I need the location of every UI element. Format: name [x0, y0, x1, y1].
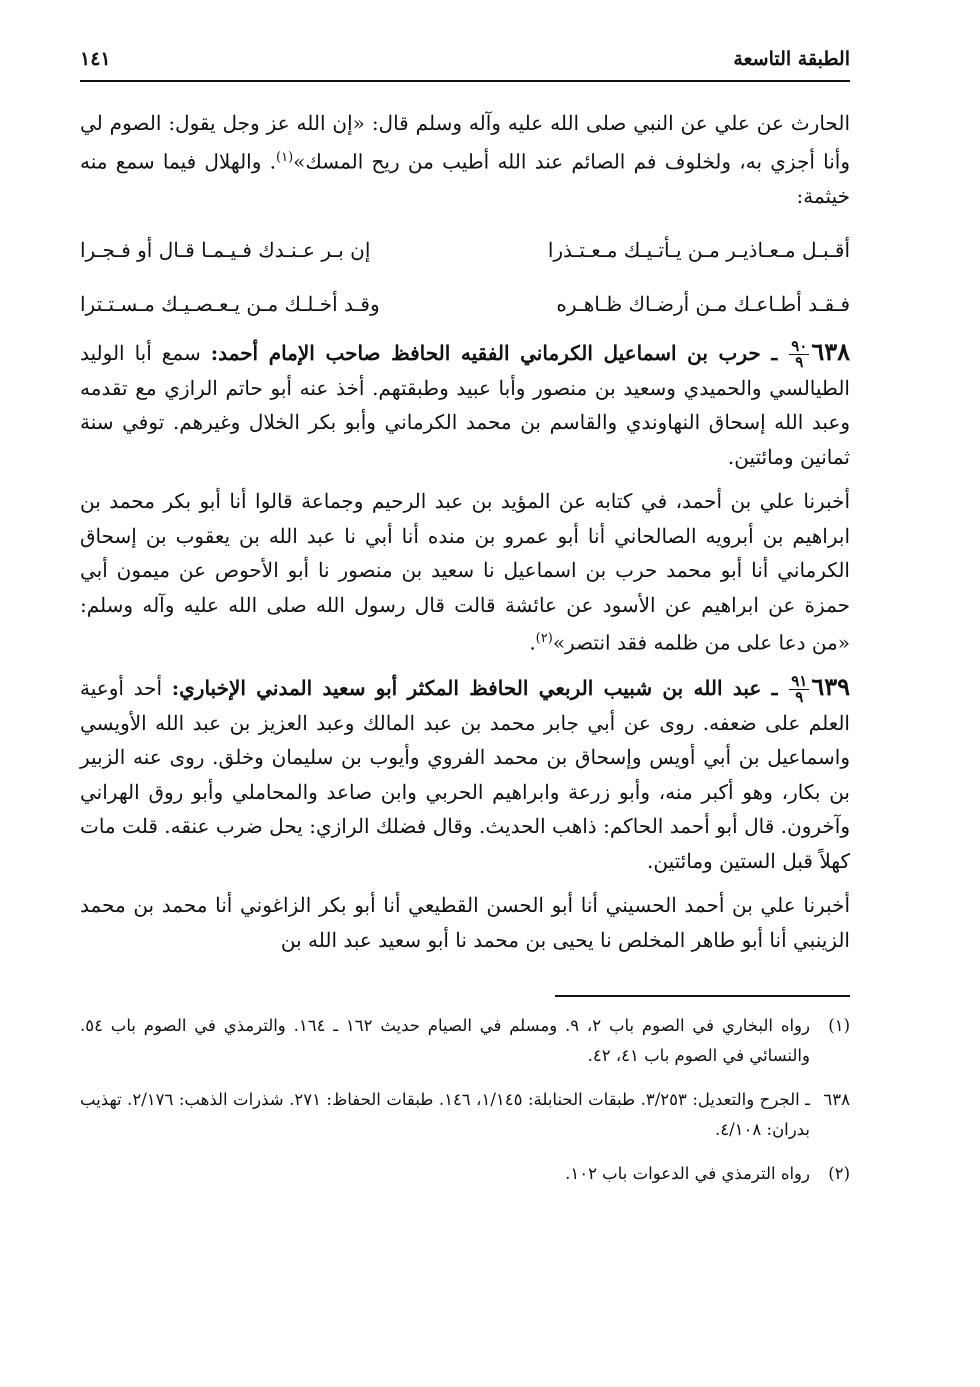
footnote: [80, 1085, 850, 1145]
footnote: [80, 1011, 850, 1071]
isnad-text: أخبرنا علي بن أحمد، في كتابه عن المؤيد بن عبد الرحيم وجماعة قالوا أنا أبو بكر محمد بن ابراهيم بن أبرويه الصالحاني أنا أبو عمرو بن منده أنا أبي نا عبد الله بن يعقوب بن إسحاق الكرماني أنا أبو محمد حرب بن اسماعيل نا سعيد بن منصور نا أبو الأحوص عن ميمون أبي حمزة عن ابراهيم عن الأسود عن عائشة قالت قال رسول الله صلى الله عليه وآله وسلم: «من دعا على من ظلمه فقد انتصر»: [80, 489, 851, 655]
footnote-marker: (١): [828, 1016, 850, 1036]
verse-first-hemistich: أقـبـل مـعـاذيـر مـن يـأتـيـك مـعـتـذرا: [547, 238, 850, 263]
entry-heading: ـ حرب بن اسماعيل الكرماني الفقيه الحافظ صاحب الإمام أحمد:: [210, 341, 778, 366]
entry-638: [80, 335, 850, 474]
fraction-numerator: ٩١: [791, 672, 808, 691]
verse-first-hemistich: فـقـد أطـاعـك مـن أرضـاك ظـاهـره: [556, 292, 850, 317]
book-page: [80, 48, 850, 1203]
poem-verse: [80, 223, 850, 277]
fraction-denominator: ٩: [795, 353, 804, 372]
intro-text: الحارث عن علي عن النبي صلى الله عليه وآله وسلم قال: «إن الله عز وجل يقول: الصوم لي وأنا أجزي به، ولخلوف فم الصائم عند الله أطيب من ريح المسك»: [80, 111, 851, 174]
page-number: ١٤١: [80, 48, 111, 70]
footnote-text: ـ الجرح والتعديل: ٣/٢٥٣. طبقات الحنابلة: ١/١٤٥، ١٤٦. طبقات الحفاظ: ٢٧١. شذرات الذهب: ٢/١٧٦. تهذيب بدران: ٤/١٠٨.: [80, 1090, 810, 1140]
page-header: [80, 48, 850, 82]
verse-second-hemistich: إن بـر عـنـدك فـيـمـا قـال أو فـجـرا: [80, 238, 371, 263]
footnote: [80, 1159, 850, 1189]
isnad-paragraph-2: [80, 888, 850, 957]
intro-paragraph: [80, 106, 850, 213]
footnote-ref-2: (٢): [535, 631, 553, 647]
fraction-denominator: ٩: [795, 688, 804, 707]
entry-number: ٦٣٨: [811, 337, 850, 367]
footnote-marker: (٢): [828, 1164, 850, 1184]
poem: [80, 223, 850, 331]
entry-heading: ـ عبد الله بن شبيب الربعي الحافظ المكثر أبو سعيد المدني الإخباري:: [171, 676, 778, 701]
isnad-tail: .: [529, 630, 536, 655]
isnad-paragraph-1: [80, 484, 850, 660]
poem-verse: [80, 277, 850, 331]
verse-second-hemistich: وقـد أخـلـك مـن يـعـصـيـك مـسـتـترا: [80, 292, 380, 317]
intro-tail: . والهلال فيما سمع منه خيثمة:: [80, 149, 850, 208]
footnote-divider: [555, 995, 850, 997]
isnad-text: أخبرنا علي بن أحمد الحسيني أنا أبو الحسن القطيعي أنا أبو بكر الزاغوني أنا محمد بن محمد الزينبي أنا أبو طاهر المخلص نا يحيى بن محمد نا أبو سعيد عبد الله بن: [80, 893, 850, 952]
footnote-marker: ٦٣٨: [823, 1090, 850, 1110]
footnotes: [80, 995, 850, 1189]
entry-fraction: [789, 339, 809, 370]
footnote-ref-1: (١): [276, 149, 294, 165]
entry-fraction: [789, 674, 809, 705]
entry-639: [80, 670, 850, 878]
footnote-text: رواه الترمذي في الدعوات باب ١٠٢.: [565, 1164, 810, 1184]
entry-text: سمع أبا الوليد الطيالسي والحميدي وسعيد بن منصور وأبا عبيد وطبقتهم. أخذ عنه أبو حاتم الرازي مع تقدمه وعبد الله إسحاق النهاوندي والقاسم بن محمد الكرماني وأبو بكر الخلال وغيرهم. توفي سنة ثمانين ومائتين.: [80, 341, 850, 469]
entry-text: أحد أوعية العلم على ضعفه. روى عن أبي جابر محمد بن عبد المالك وعبد العزيز بن عبد الله الأويسي واسماعيل بن أبي أويس وإسحاق بن محمد الفروي وأيوب بن سليمان وخلق. روى عنه الزبير بن بكار، وهو أكبر منه، وأبو زرعة وابراهيم الحربي وابن صاعد والمحاملي وأبو روق الهراني وآخرون. قال أبو أحمد الحاكم: ذاهب الحديث. وقال فضلك الرازي: يحل ضرب عنقه. قلت مات كهلاً قبل الستين ومائتين.: [80, 676, 850, 873]
footnote-text: رواه البخاري في الصوم باب ٢، ٩. ومسلم في الصيام حديث ١٦٢ ـ ١٦٤. والترمذي في الصوم باب ٥٤. والنسائي في الصوم باب ٤١، ٤٢.: [80, 1016, 810, 1066]
running-title: الطبقة التاسعة: [733, 48, 850, 70]
entry-number: ٦٣٩: [811, 672, 850, 702]
fraction-numerator: ٩٠: [791, 337, 808, 356]
